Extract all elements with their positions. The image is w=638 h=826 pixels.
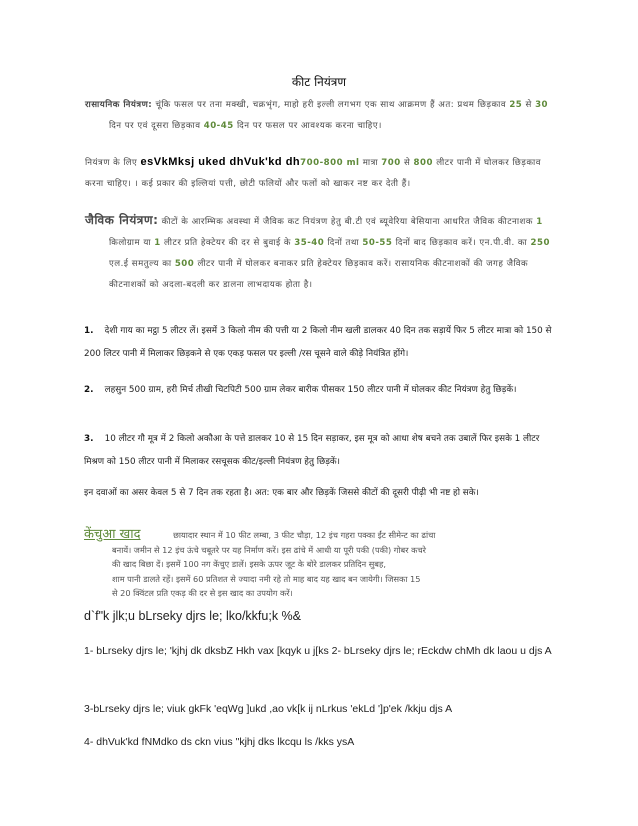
precautions-paragraph-1: 1- bLrseky djrs le; 'kjhj dk dksbZ Hkh vax [kqyk u j[ks 2- bLrseky djrs le; rEckdw chMh dk laou u djs A <box>84 645 552 657</box>
remedy-item-3: 3. 10 लीटर गौ मूत्र में 2 किलो अकौआ के पत्ते डालकर 10 से 15 दिन सड़ाकर, इस मूत्र को आधा शेष बचने तक उबालें फिर इसके 1 लीटर मिश्रण को 150 लीटर पानी में मिलाकर रसचूसक कीट/इल्ली नियंत्रण हेतु छिड़कें। <box>84 434 540 467</box>
page-title: कीट नियंत्रण <box>291 75 347 89</box>
precautions-paragraph-3: 4- dhVuk'kd fNMdko ds ckn vius "kjhj dks lkcqu ls /kks ysA <box>84 736 355 748</box>
chemical-control-paragraph-2: नियंत्रण के लिए esVkMksj uked dhVuk'kd dh700-800 ml मात्रा 700 से 800 लीटर पानी में घोलकर छिड़काव करना चाहिए। । कई प्रकार की इल्लियां पत्ती, छोटी फलियों और फलों को खाकर नष्ट कर देती हैं। <box>85 156 541 189</box>
effect-note: इन दवाओं का असर केवल 5 से 7 दिन तक रहता है। अत: एक बार और छिड़कें जिससे कीटों की दूसरी पीढ़ी भी नष्ट हो सके। <box>84 488 479 498</box>
precautions-heading: d`f"k jlk;u bLrseky djrs le; lko/kkfu;k %& <box>84 609 302 623</box>
item-number: 1. <box>84 326 94 336</box>
vermicompost-heading: केंचुआ खाद <box>84 527 141 542</box>
remedy-item-2: 2. लहसुन 500 ग्राम, हरी मिर्च तीखी चिटपिटी 500 ग्राम लेकर बारीक पीसकर 150 लीटर पानी में घोलकर कीट नियंत्रण हेतु छिड़कें। <box>84 385 517 395</box>
precautions-paragraph-2: 3-bLrseky djrs le; viuk gkFk 'eqWg ]ukd ,ao vk[k ij nLrkus 'ekLd ']p'ek /kkju djs A <box>84 703 453 715</box>
remedy-item-1: 1. देशी गाय का मट्ठा 5 लीटर लें। इसमें 3 किलो नीम की पत्ती या 2 किलो नीम खली डालकर 40 दिन तक सड़ायें फिर 5 लीटर मात्रा को 150 से 200 लिटर पानी में मिलाकर छिड़कने से एक एकड़ फसल पर इल्ली /रस चूसने वाले कीड़े नियंत्रित होंगे। <box>84 326 552 359</box>
biological-control-paragraph: जैविक नियंत्रण: कीटों के आरम्भिक अवस्था में जैविक कट नियंत्रण हेतु बी.टी एवं ब्यूवेरिया बेसियाना आधरित जैविक कीटनाशक 1 किलोग्राम या 1 लीटर प्रति हेक्टेयर की दर से बुवाई के 35-40 दिनों तथा 50-55 दिनों बाद छिड़काव करें। एन.पी.वी. का 250 एल.ई समतुल्य का 500 लीटर पानी में घोलकर बनाकर प्रति हेक्टेयर छिड़काव करें। रासायनिक कीटनाशकों की जगह जैविक कीटनाशकों को अदला-बदली कर डालना लाभदायक होता है। <box>85 213 550 290</box>
kruti-text: esVkMksj uked dhVuk'kd dh <box>140 156 301 168</box>
biological-control-heading: जैविक नियंत्रण: <box>85 213 159 227</box>
chemical-control-paragraph: रासायनिक नियंत्रण: चूंकि फसल पर तना मक्खी, चक्रभृंग, माहो हरी इल्ली लगभग एक साथ आक्रमण हैं अत: प्रथम छिड़काव 25 से 30 दिन पर एवं दूसरा छिड़काव 40-45 दिन पर फसल पर आवश्यक करना चाहिए। <box>85 100 549 131</box>
item-number: 2. <box>84 385 94 395</box>
vermicompost-section: केंचुआ खाद छायादार स्थान में 10 फीट लम्बा, 3 फीट चौड़ा, 12 इंच गहरा पक्का ईंट सीमेन्ट का ढांचा बनायें। जमीन से 12 इंच ऊंचे चबूतरे पर यह निर्माण करें। इस ढांचे में आधी या पूरी पकी (पकी) गोबर कचरे की खाद बिछा दें। इसमें 100 नग केंचुए डालें। इसके ऊपर जूट के बोरे डालकर प्रतिदिन सुबह, शाम पानी डालते रहें। इसमें 60 प्रतिशत से ज्यादा नमी रहे तो माह बाद यह खाद बन जायेगी। जिसका 15 से 20 क्विंटल प्रति एकड़ की दर से इस खाद का उपयोग करें। <box>84 527 436 598</box>
item-number: 3. <box>84 434 94 444</box>
chemical-control-heading: रासायनिक नियंत्रण: <box>85 100 153 110</box>
